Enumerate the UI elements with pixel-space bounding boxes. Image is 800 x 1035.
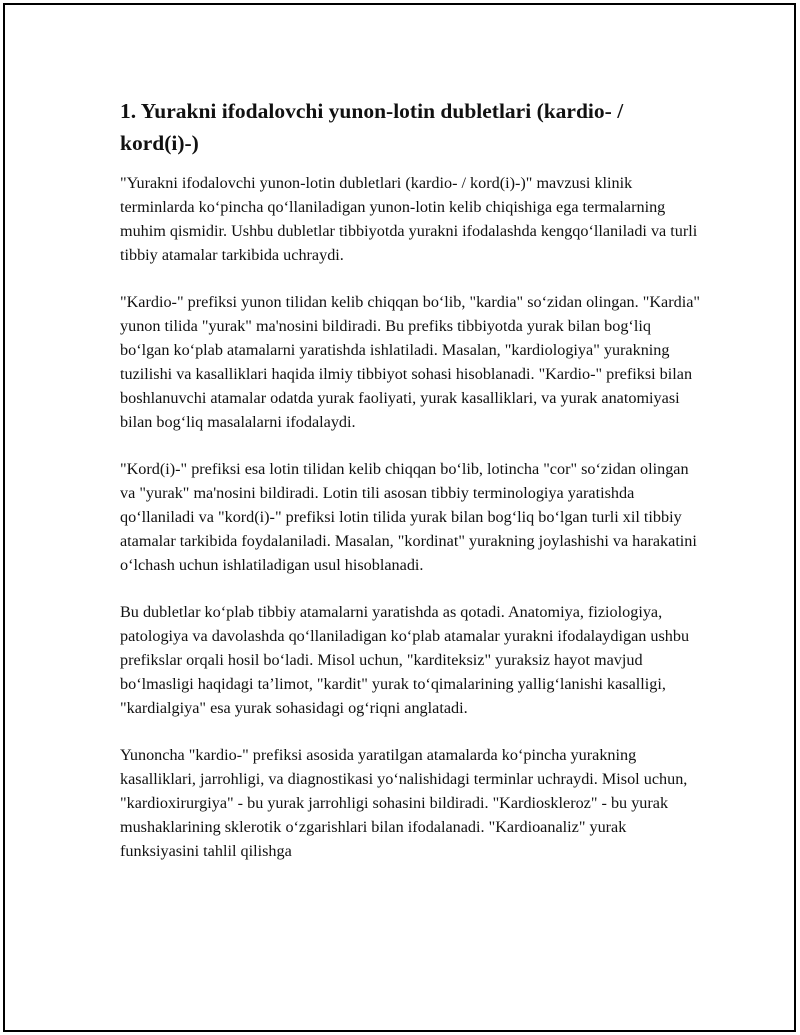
document-body [120, 95, 700, 886]
document-title: 1. Yurakni ifodalovchi yunon-lotin dubletlari (kardio- / kord(i)-) [120, 99, 624, 155]
paragraph-1: "Yurakni ifodalovchi yunon-lotin dubletlari (kardio- / kord(i)-)" mavzusi klinik terminlarda ko‘pincha qo‘llaniladigan yunon-lotin kelib chiqishiga ega termalarning muhim qismidir. Ushbu dubletlar tibbiyotda yurakni ifodalashda kengqo‘llaniladi va turli tibbiy atamalar tarkibida uchraydi. [120, 174, 698, 264]
paragraph-3: "Kord(i)-" prefiksi esa lotin tilidan kelib chiqqan bo‘lib, lotincha "cor" so‘zidan olingan va "yurak" ma'nosini bildiradi. Lotin tili asosan tibbiy terminologiya yaratishda qo‘llaniladi va "kord(i)-" prefiksi lotin tilida yurak bilan bog‘liq bo‘lgan turli xil tibbiy atamalar tarkibida foydalaniladi. Masalan, "kordinat" yurakning joylashishi va harakatini o‘lchash uchun ishlatiladigan usul hisoblanadi. [120, 460, 697, 574]
paragraph-5: Yunoncha "kardio-" prefiksi asosida yaratilgan atamalarda ko‘pincha yurakning kasalliklari, jarrohligi, va diagnostikasi yo‘nalishidagi terminlar uchraydi. Misol uchun, "kardioxirurgiya" - bu yurak jarrohligi sohasini bildiradi. "Kardioskleroz" - bu yurak mushaklarining sklerotik o‘zgarishlari bilan ifodalanadi. "Kardioanaliz" yurak funksiyasini tahlil qilishga [120, 746, 688, 860]
paragraph-4: Bu dubletlar ko‘plab tibbiy atamalarni yaratishda as qotadi. Anatomiya, fiziologiya, patologiya va davolashda qo‘llaniladigan ko‘plab atamalar yurakni ifodalaydigan ushbu prefikslar orqali hosil bo‘ladi. Misol uchun, "karditeksiz" yuraksiz hayot mavjud bo‘lmasligi haqidagi ta’limot, "kardit" yurak to‘qimalarining yallig‘lanishi kasalligi, "kardialgiya" esa yurak sohasidagi og‘riqni anglatadi. [120, 603, 690, 717]
document-page [3, 3, 796, 1032]
paragraph-2: "Kardio-" prefiksi yunon tilidan kelib chiqqan bo‘lib, "kardia" so‘zidan olingan. "Kardia" yunon tilida "yurak" ma'nosini bildiradi. Bu prefiks tibbiyotda yurak bilan bog‘liq bo‘lgan ko‘plab atamalarni yaratishda ishlatiladi. Masalan, "kardiologiya" yurakning tuzilishi va kasalliklari haqida ilmiy tibbiyot sohasi hisoblanadi. "Kardio-" prefiksi bilan boshlanuvchi atamalar odatda yurak faoliyati, yurak kasalliklari, va yurak anatomiyasi bilan bog‘liq masalalarni ifodalaydi. [120, 293, 700, 431]
